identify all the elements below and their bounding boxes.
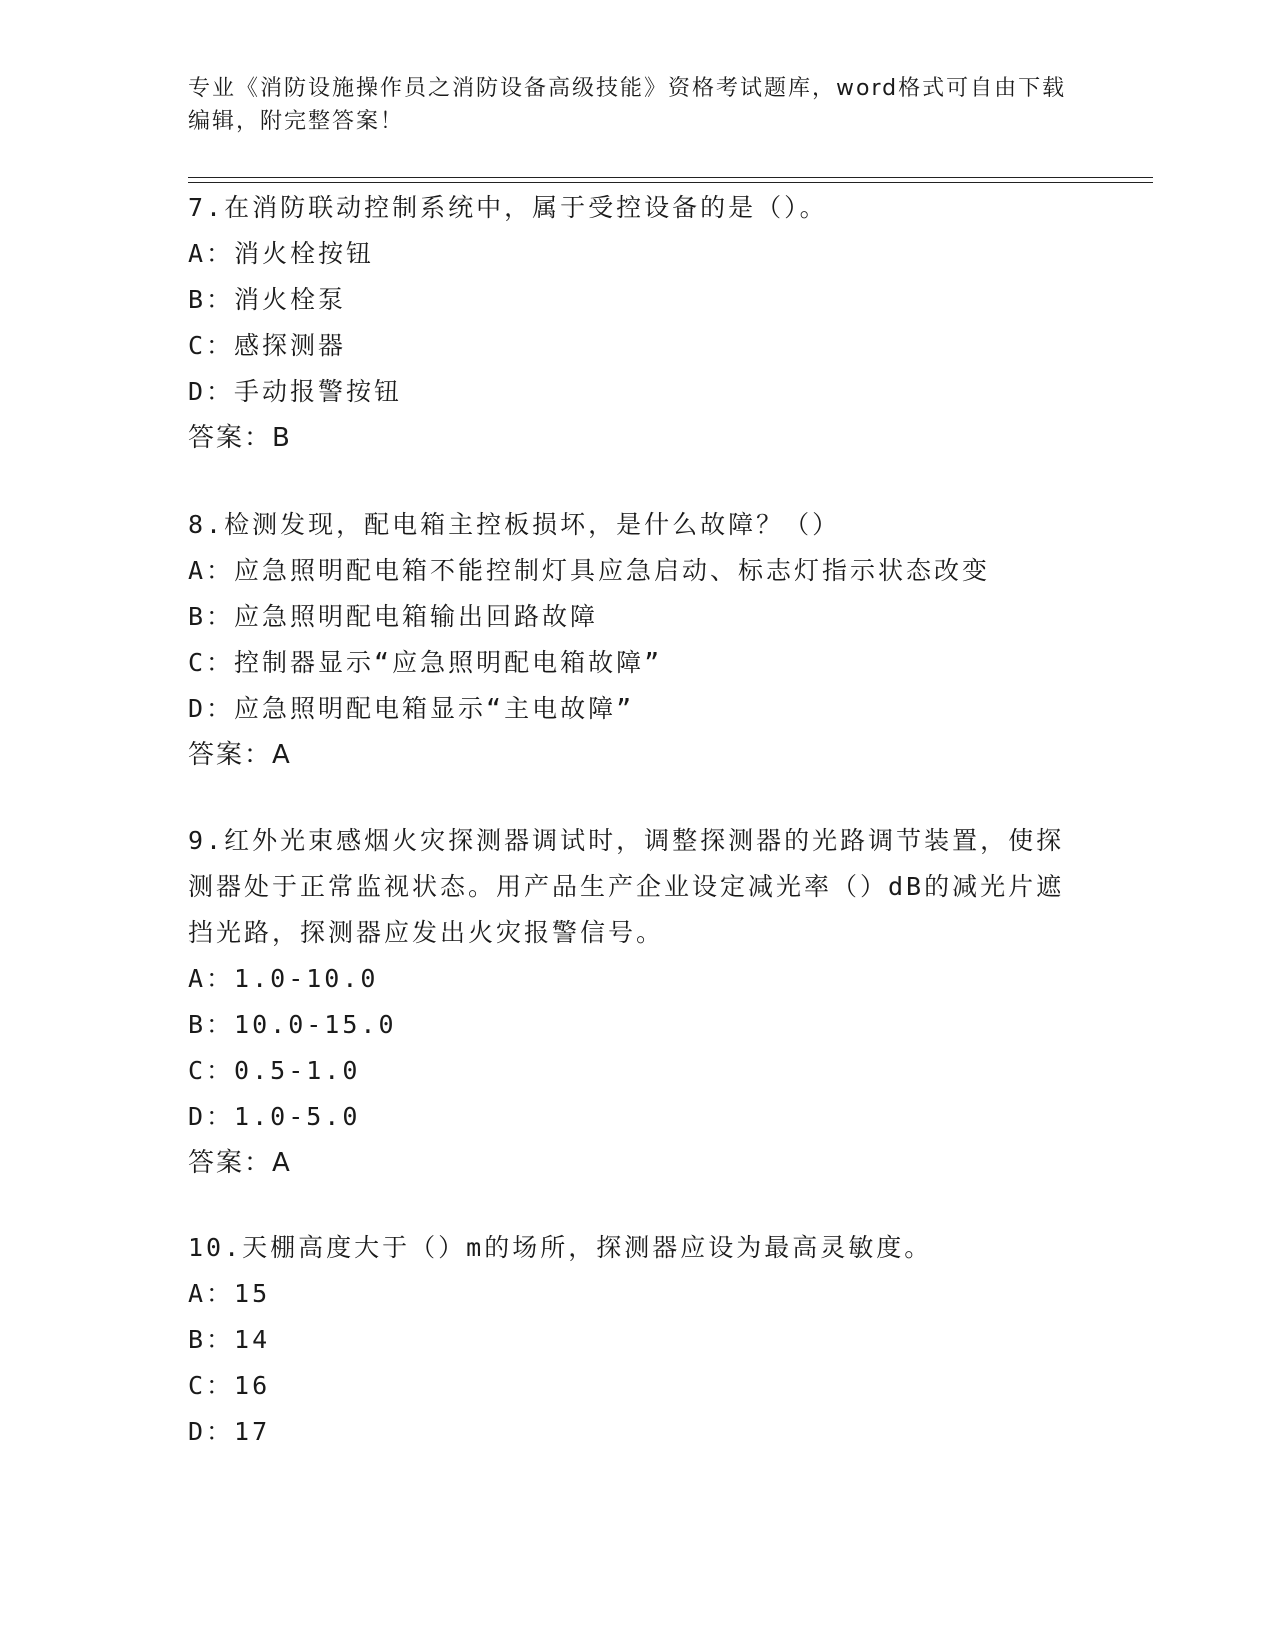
- question-stem: 9.红外光束感烟火灾探测器调试时，调整探测器的光路调节装置，使探测器处于正常监视状态。用产品生产企业设定减光率（）dB的减光片遮挡光路，探测器应发出火灾报警信号。: [188, 826, 1065, 947]
- question-9: [188, 818, 1068, 1186]
- option-c: C：控制器显示“应急照明配电箱故障”: [188, 648, 663, 677]
- option-b: B：14: [188, 1325, 271, 1354]
- option-d: D：应急照明配电箱显示“主电故障”: [188, 694, 635, 723]
- question-stem: 10.天棚高度大于（）m的场所，探测器应设为最高灵敏度。: [188, 1233, 933, 1262]
- question-stem: 7.在消防联动控制系统中，属于受控设备的是（）。: [188, 193, 828, 222]
- option-d: D：1.0-5.0: [188, 1102, 361, 1131]
- option-d: D：手动报警按钮: [188, 377, 403, 406]
- option-b: B：应急照明配电箱输出回路故障: [188, 602, 599, 631]
- question-7: [188, 185, 1068, 461]
- header-divider-top: [188, 177, 1153, 178]
- question-8: [188, 502, 1068, 778]
- option-b: B：消火栓泵: [188, 285, 347, 314]
- document-header: [188, 72, 1068, 138]
- option-a: A：消火栓按钮: [188, 239, 375, 268]
- option-c: C：16: [188, 1371, 271, 1400]
- option-d: D：17: [188, 1417, 271, 1446]
- answer-line: 答案：B: [188, 423, 292, 453]
- answer-line: 答案：A: [188, 740, 292, 770]
- header-intro-text: 专业《消防设施操作员之消防设备高级技能》资格考试题库，word格式可自由下载编辑，附完整答案！: [188, 76, 1067, 134]
- option-a: A：1.0-10.0: [188, 964, 379, 993]
- option-c: C：0.5-1.0: [188, 1056, 361, 1085]
- question-10: [188, 1225, 1068, 1455]
- option-a: A：应急照明配电箱不能控制灯具应急启动、标志灯指示状态改变: [188, 556, 991, 585]
- header-divider-bottom: [188, 182, 1153, 183]
- question-stem: 8.检测发现，配电箱主控板损坏，是什么故障？（）: [188, 510, 841, 539]
- option-c: C：感探测器: [188, 331, 347, 360]
- option-b: B：10.0-15.0: [188, 1010, 397, 1039]
- answer-line: 答案：A: [188, 1148, 292, 1178]
- option-a: A：15: [188, 1279, 271, 1308]
